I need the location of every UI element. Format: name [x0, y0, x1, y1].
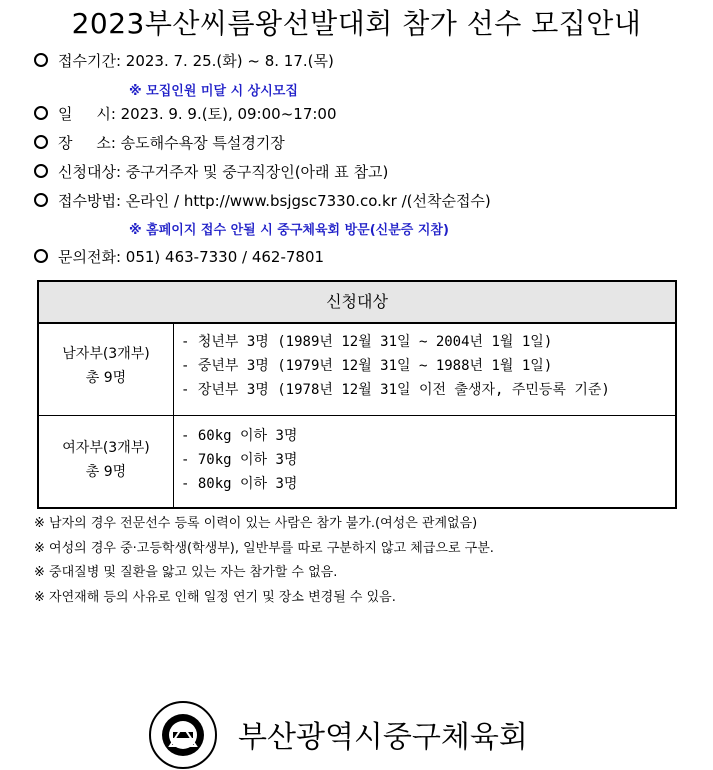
info-phone: [34, 246, 324, 267]
table-divider: [39, 415, 675, 416]
footnote: ※ 중대질병 및 질환을 앓고 있는 자는 참가할 수 없음.: [34, 565, 338, 580]
period-note: ※ 모집인원 미달 시 상시모집: [129, 84, 298, 99]
phone-text: 문의전화: 051) 463-7330 / 462-7801: [58, 248, 325, 266]
men-category: [39, 342, 173, 390]
date-text: 일 시: 2023. 9. 9.(토), 09:00~17:00: [58, 105, 337, 123]
page-title: 2023부산씨름왕선발대회 참가 선수 모집안내: [71, 7, 642, 40]
footnotes: [34, 512, 494, 610]
bullet-circle-icon: [34, 193, 48, 207]
period-text: 접수기간: 2023. 7. 25.(화) ~ 8. 17.(목): [58, 52, 334, 70]
info-period: [34, 50, 334, 71]
eligibility-table: [37, 280, 677, 509]
list-item: - 청년부 3명 (1989년 12월 31일 ~ 2004년 1월 1일): [181, 334, 553, 350]
list-item: - 60kg 이하 3명: [181, 428, 298, 444]
info-place: [34, 132, 285, 153]
info-method: [34, 190, 491, 211]
women-category: [39, 436, 173, 484]
men-items: [181, 330, 610, 402]
method-text: 접수방법: 온라인 / http://www.bsjgsc7330.co.kr /(선착순접수): [58, 192, 491, 210]
women-total: 총 9명: [85, 464, 127, 480]
women-label: 여자부(3개부): [62, 440, 150, 456]
list-item: - 장년부 3명 (1978년 12월 31일 이전 출생자, 주민등록 기준): [181, 382, 610, 398]
bullet-circle-icon: [34, 249, 48, 263]
women-items: [181, 424, 297, 496]
list-item: - 80kg 이하 3명: [181, 476, 298, 492]
bullet-circle-icon: [34, 106, 48, 120]
method-note: ※ 홈페이지 접수 안될 시 중구체육회 방문(신분증 지참): [129, 223, 449, 238]
info-date: [34, 103, 337, 124]
org-logo-icon: [148, 700, 218, 770]
footnote: ※ 남자의 경우 전문선수 등록 이력이 있는 사람은 참가 불가.(여성은 관계없음): [34, 516, 478, 531]
bullet-circle-icon: [34, 53, 48, 67]
info-target: [34, 161, 388, 182]
men-label: 남자부(3개부): [62, 346, 150, 362]
target-text: 신청대상: 중구거주자 및 중구직장인(아래 표 참고): [58, 163, 389, 181]
bullet-circle-icon: [34, 164, 48, 178]
footnote: ※ 여성의 경우 중·고등학생(학생부), 일반부를 따로 구분하지 않고 체급으로 구분.: [34, 540, 494, 556]
bullet-circle-icon: [34, 135, 48, 149]
list-item: - 70kg 이하 3명: [181, 452, 298, 468]
place-text: 장 소: 송도해수욕장 특설경기장: [58, 134, 285, 152]
footnote: ※ 자연재해 등의 사유로 인해 일정 연기 및 장소 변경될 수 있음.: [34, 589, 396, 605]
men-total: 총 9명: [85, 370, 127, 386]
org-name: 부산광역시중구체육회: [238, 720, 528, 755]
table-header: 신청대상: [39, 282, 675, 324]
list-item: - 중년부 3명 (1979년 12월 31일 ~ 1988년 1월 1일): [181, 358, 553, 374]
